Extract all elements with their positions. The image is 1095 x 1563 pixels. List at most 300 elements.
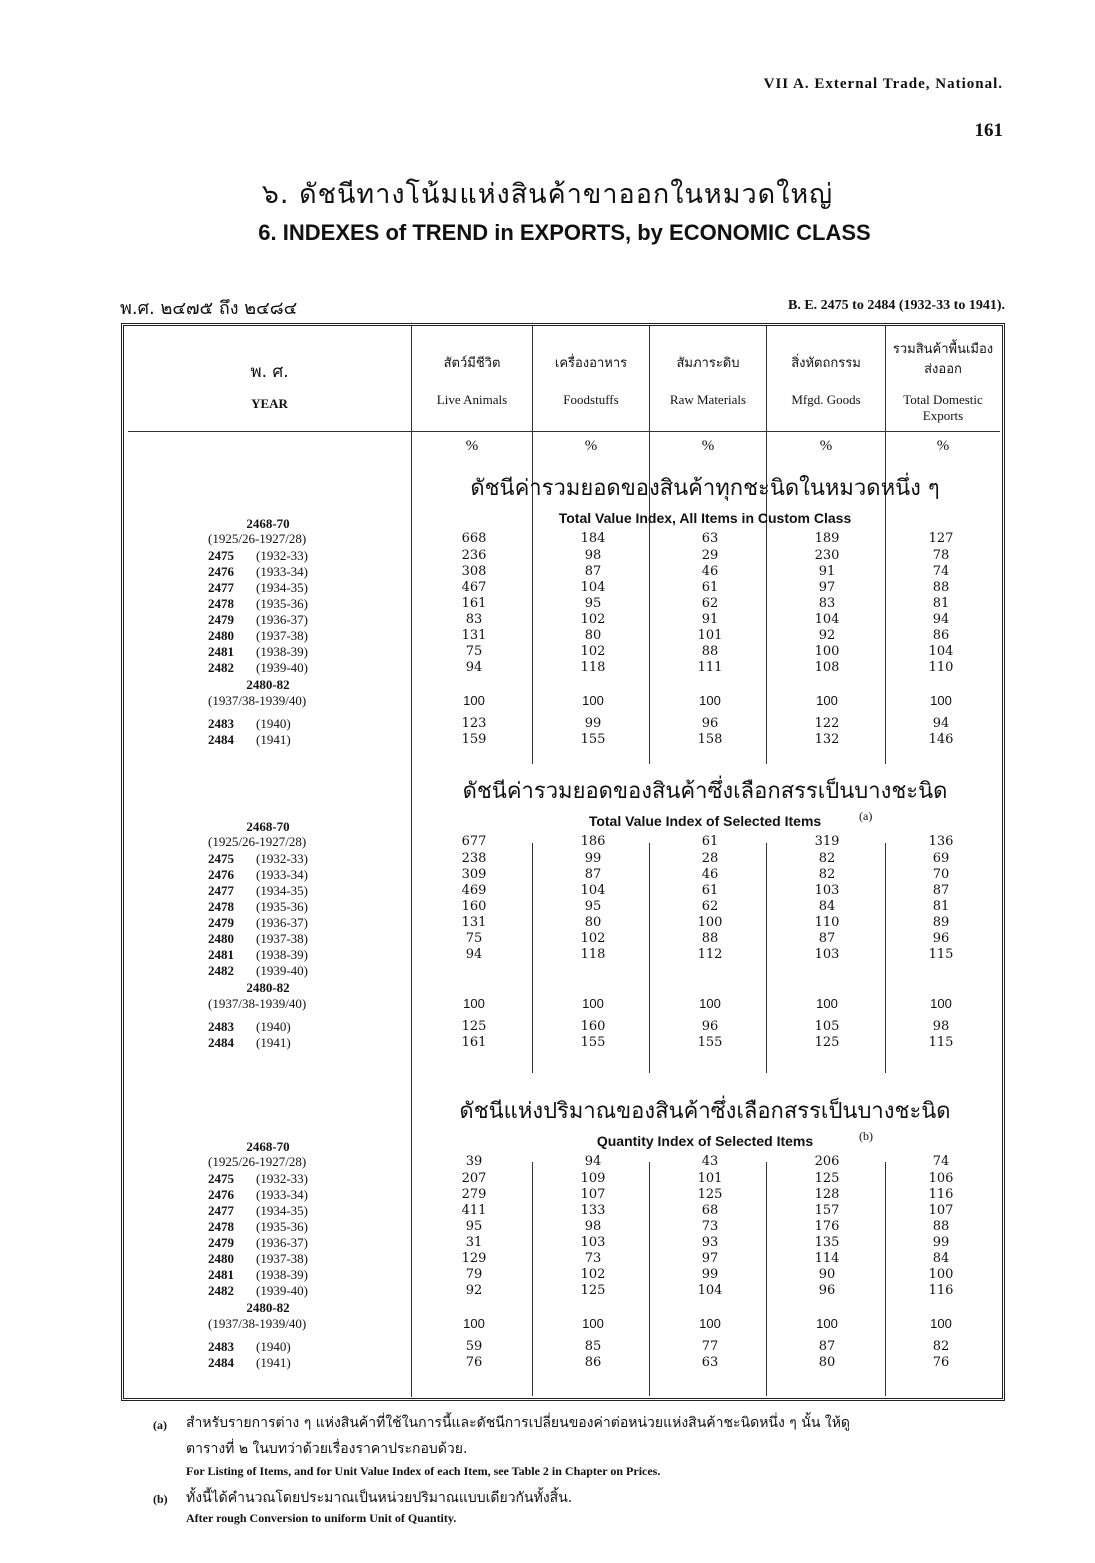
base-period-range: (1937/38-1939/40) bbox=[208, 996, 307, 1011]
value-cell: 95 bbox=[465, 1219, 483, 1234]
table-row bbox=[128, 1283, 1000, 1298]
table-row bbox=[128, 1339, 1000, 1354]
table-row bbox=[128, 1235, 1000, 1250]
value-cell: 116 bbox=[928, 1283, 954, 1298]
fiscal-year-cell: (1937-38) bbox=[256, 628, 308, 643]
value-cell: 75 bbox=[465, 644, 483, 659]
average-range: (1925/26-1927/28) bbox=[208, 531, 307, 546]
value-cell: 125 bbox=[814, 1035, 840, 1050]
value-cell: 100 bbox=[582, 1316, 604, 1331]
value-cell: 31 bbox=[465, 1235, 483, 1250]
fiscal-year-cell: (1936-37) bbox=[256, 1235, 308, 1250]
base-row bbox=[128, 1316, 1000, 1331]
year-cell: 2476 bbox=[208, 1187, 234, 1202]
value-cell: 186 bbox=[580, 834, 606, 849]
value-cell: 161 bbox=[461, 1035, 487, 1050]
value-cell: 236 bbox=[461, 548, 487, 563]
fiscal-year-cell: (1940) bbox=[256, 1019, 291, 1034]
year-cell: 2483 bbox=[208, 1339, 234, 1354]
year-cell: 2477 bbox=[208, 1203, 234, 1218]
value-cell: 94 bbox=[932, 612, 950, 627]
value-cell: 99 bbox=[701, 1267, 719, 1282]
fiscal-year-cell: (1941) bbox=[256, 1035, 291, 1050]
year-cell: 2475 bbox=[208, 851, 234, 866]
value-cell: 88 bbox=[701, 931, 719, 946]
fiscal-year-cell: (1933-34) bbox=[256, 564, 308, 579]
value-cell: 131 bbox=[461, 628, 487, 643]
value-cell: 100 bbox=[463, 693, 485, 708]
value-cell: 104 bbox=[580, 883, 606, 898]
footnote-b-thai: ทั้งนี้ได้คำนวณโดยประมาณเป็นหน่วยปริมาณแบบเดียวกันทั้งสิ้น. bbox=[186, 1490, 573, 1506]
col-raw-materials-thai: สัมภาระดิบ bbox=[676, 356, 740, 371]
value-cell: 101 bbox=[697, 628, 723, 643]
value-cell: 79 bbox=[465, 1267, 483, 1282]
value-cell: 73 bbox=[701, 1219, 719, 1234]
average-range: (1925/26-1927/28) bbox=[208, 834, 307, 849]
value-cell: 96 bbox=[701, 1019, 719, 1034]
value-cell: 115 bbox=[928, 1035, 954, 1050]
value-cell: 62 bbox=[701, 899, 719, 914]
base-period-label: 2480-82 bbox=[246, 677, 290, 692]
value-cell: 131 bbox=[461, 915, 487, 930]
fiscal-year-cell: (1934-35) bbox=[256, 1203, 308, 1218]
footnote-b: After rough Conversion to uniform Unit of Quantity. bbox=[186, 1511, 457, 1525]
value-cell: 73 bbox=[584, 1251, 602, 1266]
value-cell: 104 bbox=[814, 612, 840, 627]
section-title-thai: ดัชนีแห่งปริมาณของสินค้าซึ่งเลือกสรรเป็นบางชะนิด bbox=[459, 1099, 951, 1124]
value-cell: 136 bbox=[928, 834, 954, 849]
value-cell: 125 bbox=[580, 1283, 606, 1298]
value-cell: 467 bbox=[461, 580, 487, 595]
value-cell: 107 bbox=[580, 1187, 606, 1202]
value-cell: 101 bbox=[697, 1171, 723, 1186]
table-row bbox=[128, 1019, 1000, 1034]
fiscal-year-cell: (1932-33) bbox=[256, 851, 308, 866]
fiscal-year-cell: (1935-36) bbox=[256, 1219, 308, 1234]
value-cell: 94 bbox=[465, 947, 483, 962]
section-title-thai: ดัชนีค่ารวมยอดของสินค้าทุกชะนิดในหมวดหนึ่ง ๆ bbox=[470, 476, 940, 501]
col-mfgd-goods-thai: สิ่งหัตถกรรม bbox=[791, 356, 861, 371]
table-row bbox=[128, 580, 1000, 595]
value-cell: 96 bbox=[701, 716, 719, 731]
value-cell: 95 bbox=[584, 899, 602, 914]
unit-percent: % bbox=[819, 438, 833, 454]
value-cell: 238 bbox=[461, 851, 487, 866]
table-row bbox=[128, 1267, 1000, 1282]
col-foodstuffs-thai: เครื่องอาหาร bbox=[554, 356, 628, 371]
value-cell: 70 bbox=[932, 867, 950, 882]
col-live-animals-thai: สัตว์มีชีวิต bbox=[443, 356, 501, 371]
value-cell: 100 bbox=[582, 996, 604, 1011]
unit-percent: % bbox=[936, 438, 950, 454]
fiscal-year-cell: (1939-40) bbox=[256, 963, 308, 978]
year-header-thai: พ. ศ. bbox=[250, 362, 289, 382]
value-cell: 92 bbox=[465, 1283, 483, 1298]
value-cell: 122 bbox=[814, 716, 840, 731]
col-foodstuffs: Foodstuffs bbox=[563, 392, 619, 407]
col-total-exports-thai: รวมสินค้าพื้นเมืองส่งออก bbox=[892, 342, 994, 377]
fiscal-year-cell: (1934-35) bbox=[256, 580, 308, 595]
value-cell: 103 bbox=[814, 883, 840, 898]
table-row bbox=[128, 531, 1000, 546]
value-cell: 61 bbox=[701, 834, 719, 849]
value-cell: 100 bbox=[930, 693, 952, 708]
value-cell: 74 bbox=[932, 564, 950, 579]
value-cell: 91 bbox=[701, 612, 719, 627]
value-cell: 100 bbox=[463, 1316, 485, 1331]
fiscal-year-cell: (1935-36) bbox=[256, 596, 308, 611]
value-cell: 98 bbox=[584, 1219, 602, 1234]
value-cell: 160 bbox=[580, 1019, 606, 1034]
value-cell: 99 bbox=[584, 716, 602, 731]
value-cell: 100 bbox=[582, 693, 604, 708]
col-mfgd-goods: Mfgd. Goods bbox=[791, 392, 861, 407]
value-cell: 159 bbox=[461, 732, 487, 747]
value-cell: 100 bbox=[697, 915, 723, 930]
average-label: 2468-70 bbox=[246, 516, 290, 531]
table-row bbox=[128, 915, 1000, 930]
value-cell: 125 bbox=[814, 1171, 840, 1186]
value-cell: 76 bbox=[465, 1355, 483, 1370]
fiscal-year-cell: (1939-40) bbox=[256, 1283, 308, 1298]
year-cell: 2483 bbox=[208, 716, 234, 731]
value-cell: 91 bbox=[818, 564, 836, 579]
value-cell: 63 bbox=[701, 531, 719, 546]
value-cell: 28 bbox=[701, 851, 719, 866]
fiscal-year-cell: (1932-33) bbox=[256, 548, 308, 563]
value-cell: 46 bbox=[701, 564, 719, 579]
value-cell: 100 bbox=[816, 996, 838, 1011]
page-title-thai: ๖. ดัชนีทางโน้มแห่งสินค้าขาออกในหมวดใหญ่ bbox=[261, 179, 834, 210]
table-row bbox=[128, 564, 1000, 579]
value-cell: 74 bbox=[932, 1154, 950, 1169]
value-cell: 93 bbox=[701, 1235, 719, 1250]
value-cell: 127 bbox=[928, 531, 954, 546]
value-cell: 100 bbox=[816, 1316, 838, 1331]
value-cell: 46 bbox=[701, 867, 719, 882]
value-cell: 87 bbox=[818, 1339, 836, 1354]
value-cell: 176 bbox=[814, 1219, 840, 1234]
section-title: Quantity Index of Selected Items bbox=[596, 1133, 814, 1149]
value-cell: 469 bbox=[461, 883, 487, 898]
section-title: Total Value Index of Selected Items bbox=[588, 813, 822, 829]
fiscal-year-cell: (1934-35) bbox=[256, 883, 308, 898]
value-cell: 63 bbox=[701, 1355, 719, 1370]
value-cell: 118 bbox=[580, 660, 606, 675]
year-cell: 2482 bbox=[208, 963, 234, 978]
year-cell: 2484 bbox=[208, 732, 234, 747]
year-cell: 2480 bbox=[208, 931, 234, 946]
value-cell: 85 bbox=[584, 1339, 602, 1354]
table-row bbox=[128, 1187, 1000, 1202]
col-total-exports: Total Domestic Exports bbox=[903, 392, 983, 423]
value-cell: 158 bbox=[697, 732, 723, 747]
year-header: YEAR bbox=[251, 396, 288, 411]
year-cell: 2477 bbox=[208, 580, 234, 595]
value-cell: 108 bbox=[814, 660, 840, 675]
value-cell: 105 bbox=[814, 1019, 840, 1034]
value-cell: 98 bbox=[584, 548, 602, 563]
value-cell: 98 bbox=[932, 1019, 950, 1034]
fiscal-year-cell: (1937-38) bbox=[256, 1251, 308, 1266]
section-note: (a) bbox=[859, 809, 873, 823]
value-cell: 123 bbox=[461, 716, 487, 731]
footnote-a-mark: (a) bbox=[153, 1418, 167, 1432]
value-cell: 161 bbox=[461, 596, 487, 611]
table-row bbox=[128, 1171, 1000, 1186]
value-cell: 81 bbox=[932, 899, 950, 914]
value-cell: 61 bbox=[701, 883, 719, 898]
value-cell: 99 bbox=[584, 851, 602, 866]
value-cell: 94 bbox=[584, 1154, 602, 1169]
value-cell: 100 bbox=[930, 1316, 952, 1331]
value-cell: 100 bbox=[463, 996, 485, 1011]
value-cell: 86 bbox=[584, 1355, 602, 1370]
value-cell: 104 bbox=[697, 1283, 723, 1298]
value-cell: 106 bbox=[928, 1171, 954, 1186]
value-cell: 29 bbox=[701, 548, 719, 563]
year-cell: 2476 bbox=[208, 564, 234, 579]
value-cell: 206 bbox=[814, 1154, 840, 1169]
year-cell: 2479 bbox=[208, 1235, 234, 1250]
table-row bbox=[128, 1154, 1000, 1169]
fiscal-year-cell: (1933-34) bbox=[256, 867, 308, 882]
col-live-animals: Live Animals bbox=[436, 392, 508, 407]
value-cell: 87 bbox=[932, 883, 950, 898]
col-raw-materials: Raw Materials bbox=[669, 392, 747, 407]
year-cell: 2478 bbox=[208, 899, 234, 914]
value-cell: 84 bbox=[818, 899, 836, 914]
value-cell: 100 bbox=[814, 644, 840, 659]
table-row bbox=[128, 628, 1000, 643]
value-cell: 89 bbox=[932, 915, 950, 930]
base-row bbox=[128, 693, 1000, 708]
section-title: Total Value Index, All Items in Custom Class bbox=[558, 510, 852, 526]
fiscal-year-cell: (1940) bbox=[256, 1339, 291, 1354]
value-cell: 62 bbox=[701, 596, 719, 611]
value-cell: 102 bbox=[580, 644, 606, 659]
value-cell: 309 bbox=[461, 867, 487, 882]
value-cell: 107 bbox=[928, 1203, 954, 1218]
period-thai: พ.ศ. ๒๔๗๕ ถึง ๒๔๘๔ bbox=[120, 298, 298, 319]
average-label: 2468-70 bbox=[246, 819, 290, 834]
value-cell: 80 bbox=[584, 628, 602, 643]
fiscal-year-cell: (1936-37) bbox=[256, 612, 308, 627]
table-row bbox=[128, 548, 1000, 563]
value-cell: 95 bbox=[584, 596, 602, 611]
footnote-b-mark: (b) bbox=[153, 1492, 168, 1506]
year-cell: 2479 bbox=[208, 915, 234, 930]
running-head: VII A. External Trade, National. bbox=[763, 76, 1003, 92]
year-cell: 2482 bbox=[208, 1283, 234, 1298]
value-cell: 110 bbox=[814, 915, 840, 930]
fiscal-year-cell: (1940) bbox=[256, 716, 291, 731]
year-cell: 2476 bbox=[208, 867, 234, 882]
value-cell: 88 bbox=[932, 580, 950, 595]
value-cell: 112 bbox=[697, 947, 723, 962]
value-cell: 96 bbox=[932, 931, 950, 946]
fiscal-year-cell: (1935-36) bbox=[256, 899, 308, 914]
value-cell: 43 bbox=[701, 1154, 719, 1169]
value-cell: 100 bbox=[816, 693, 838, 708]
value-cell: 135 bbox=[814, 1235, 840, 1250]
year-cell: 2475 bbox=[208, 548, 234, 563]
section-title-thai: ดัชนีค่ารวมยอดของสินค้าซึ่งเลือกสรรเป็นบางชะนิด bbox=[462, 779, 948, 804]
value-cell: 104 bbox=[928, 644, 954, 659]
table-row bbox=[128, 660, 1000, 675]
unit-percent: % bbox=[465, 438, 479, 454]
value-cell: 129 bbox=[461, 1251, 487, 1266]
value-cell: 230 bbox=[814, 548, 840, 563]
year-cell: 2479 bbox=[208, 612, 234, 627]
value-cell: 110 bbox=[928, 660, 954, 675]
table-row bbox=[128, 963, 1000, 978]
value-cell: 99 bbox=[932, 1235, 950, 1250]
year-cell: 2481 bbox=[208, 947, 234, 962]
year-cell: 2482 bbox=[208, 660, 234, 675]
value-cell: 97 bbox=[818, 580, 836, 595]
value-cell: 81 bbox=[932, 596, 950, 611]
value-cell: 160 bbox=[461, 899, 487, 914]
year-cell: 2484 bbox=[208, 1035, 234, 1050]
table-row bbox=[128, 1355, 1000, 1370]
value-cell: 118 bbox=[580, 947, 606, 962]
value-cell: 189 bbox=[814, 531, 840, 546]
table-row bbox=[128, 1251, 1000, 1266]
average-range: (1925/26-1927/28) bbox=[208, 1154, 307, 1169]
value-cell: 109 bbox=[580, 1171, 606, 1186]
value-cell: 80 bbox=[818, 1355, 836, 1370]
value-cell: 82 bbox=[818, 851, 836, 866]
table-row bbox=[128, 1203, 1000, 1218]
page-title: 6. INDEXES of TREND in EXPORTS, by ECONOMIC CLASS bbox=[258, 220, 871, 245]
section-note: (b) bbox=[859, 1129, 873, 1143]
fiscal-year-cell: (1941) bbox=[256, 732, 291, 747]
period-english: B. E. 2475 to 2484 (1932-33 to 1941). bbox=[788, 298, 1005, 313]
year-cell: 2483 bbox=[208, 1019, 234, 1034]
unit-percent: % bbox=[584, 438, 598, 454]
value-cell: 132 bbox=[814, 732, 840, 747]
fiscal-year-cell: (1938-39) bbox=[256, 1267, 308, 1282]
value-cell: 97 bbox=[701, 1251, 719, 1266]
year-cell: 2480 bbox=[208, 628, 234, 643]
value-cell: 83 bbox=[818, 596, 836, 611]
value-cell: 155 bbox=[697, 1035, 723, 1050]
value-cell: 104 bbox=[580, 580, 606, 595]
value-cell: 96 bbox=[818, 1283, 836, 1298]
value-cell: 76 bbox=[932, 1355, 950, 1370]
value-cell: 279 bbox=[461, 1187, 487, 1202]
value-cell: 111 bbox=[697, 660, 723, 675]
fiscal-year-cell: (1938-39) bbox=[256, 644, 308, 659]
value-cell: 78 bbox=[932, 548, 950, 563]
value-cell: 102 bbox=[580, 931, 606, 946]
year-cell: 2480 bbox=[208, 1251, 234, 1266]
table-row bbox=[128, 596, 1000, 611]
header-rule bbox=[128, 431, 1000, 432]
fiscal-year-cell: (1938-39) bbox=[256, 947, 308, 962]
unit-percent: % bbox=[701, 438, 715, 454]
value-cell: 133 bbox=[580, 1203, 606, 1218]
table-row bbox=[128, 851, 1000, 866]
value-cell: 100 bbox=[699, 1316, 721, 1331]
base-period-label: 2480-82 bbox=[246, 1300, 290, 1315]
value-cell: 94 bbox=[932, 716, 950, 731]
value-cell: 77 bbox=[701, 1339, 719, 1354]
value-cell: 146 bbox=[928, 732, 954, 747]
year-cell: 2477 bbox=[208, 883, 234, 898]
table-row bbox=[128, 834, 1000, 849]
fiscal-year-cell: (1937-38) bbox=[256, 931, 308, 946]
value-cell: 61 bbox=[701, 580, 719, 595]
value-cell: 68 bbox=[701, 1203, 719, 1218]
value-cell: 102 bbox=[580, 1267, 606, 1282]
value-cell: 319 bbox=[814, 834, 840, 849]
value-cell: 128 bbox=[814, 1187, 840, 1202]
value-cell: 677 bbox=[461, 834, 487, 849]
fiscal-year-cell: (1941) bbox=[256, 1355, 291, 1370]
value-cell: 80 bbox=[584, 915, 602, 930]
table-row bbox=[128, 732, 1000, 747]
year-cell: 2478 bbox=[208, 596, 234, 611]
base-row bbox=[128, 996, 1000, 1011]
value-cell: 88 bbox=[701, 644, 719, 659]
table-row bbox=[128, 716, 1000, 731]
value-cell: 92 bbox=[818, 628, 836, 643]
table-row bbox=[128, 931, 1000, 946]
value-cell: 87 bbox=[584, 867, 602, 882]
value-cell: 94 bbox=[465, 660, 483, 675]
value-cell: 69 bbox=[932, 851, 950, 866]
page-number: 161 bbox=[974, 120, 1003, 141]
table-row bbox=[128, 867, 1000, 882]
value-cell: 87 bbox=[818, 931, 836, 946]
footnote-a: For Listing of Items, and for Unit Value Index of each Item, see Table 2 in Chapter on Prices. bbox=[186, 1464, 661, 1478]
value-cell: 86 bbox=[932, 628, 950, 643]
footnote-a-thai-cont: ตารางที่ ๒ ในบทว่าด้วยเรื่องราคาประกอบด้วย. bbox=[186, 1441, 468, 1457]
value-cell: 157 bbox=[814, 1203, 840, 1218]
year-cell: 2475 bbox=[208, 1171, 234, 1186]
value-cell: 103 bbox=[814, 947, 840, 962]
table-row bbox=[128, 899, 1000, 914]
value-cell: 115 bbox=[928, 947, 954, 962]
value-cell: 116 bbox=[928, 1187, 954, 1202]
table-row bbox=[128, 612, 1000, 627]
fiscal-year-cell: (1936-37) bbox=[256, 915, 308, 930]
value-cell: 100 bbox=[928, 1267, 954, 1282]
value-cell: 155 bbox=[580, 1035, 606, 1050]
value-cell: 59 bbox=[465, 1339, 483, 1354]
value-cell: 207 bbox=[461, 1171, 487, 1186]
value-cell: 125 bbox=[697, 1187, 723, 1202]
value-cell: 100 bbox=[699, 996, 721, 1011]
value-cell: 84 bbox=[932, 1251, 950, 1266]
value-cell: 90 bbox=[818, 1267, 836, 1282]
value-cell: 82 bbox=[818, 867, 836, 882]
value-cell: 100 bbox=[930, 996, 952, 1011]
value-cell: 668 bbox=[461, 531, 487, 546]
value-cell: 125 bbox=[461, 1019, 487, 1034]
value-cell: 87 bbox=[584, 564, 602, 579]
year-cell: 2484 bbox=[208, 1355, 234, 1370]
year-cell: 2481 bbox=[208, 644, 234, 659]
average-label: 2468-70 bbox=[246, 1139, 290, 1154]
fiscal-year-cell: (1933-34) bbox=[256, 1187, 308, 1202]
table-row bbox=[128, 1219, 1000, 1234]
value-cell: 103 bbox=[580, 1235, 606, 1250]
value-cell: 82 bbox=[932, 1339, 950, 1354]
fiscal-year-cell: (1932-33) bbox=[256, 1171, 308, 1186]
